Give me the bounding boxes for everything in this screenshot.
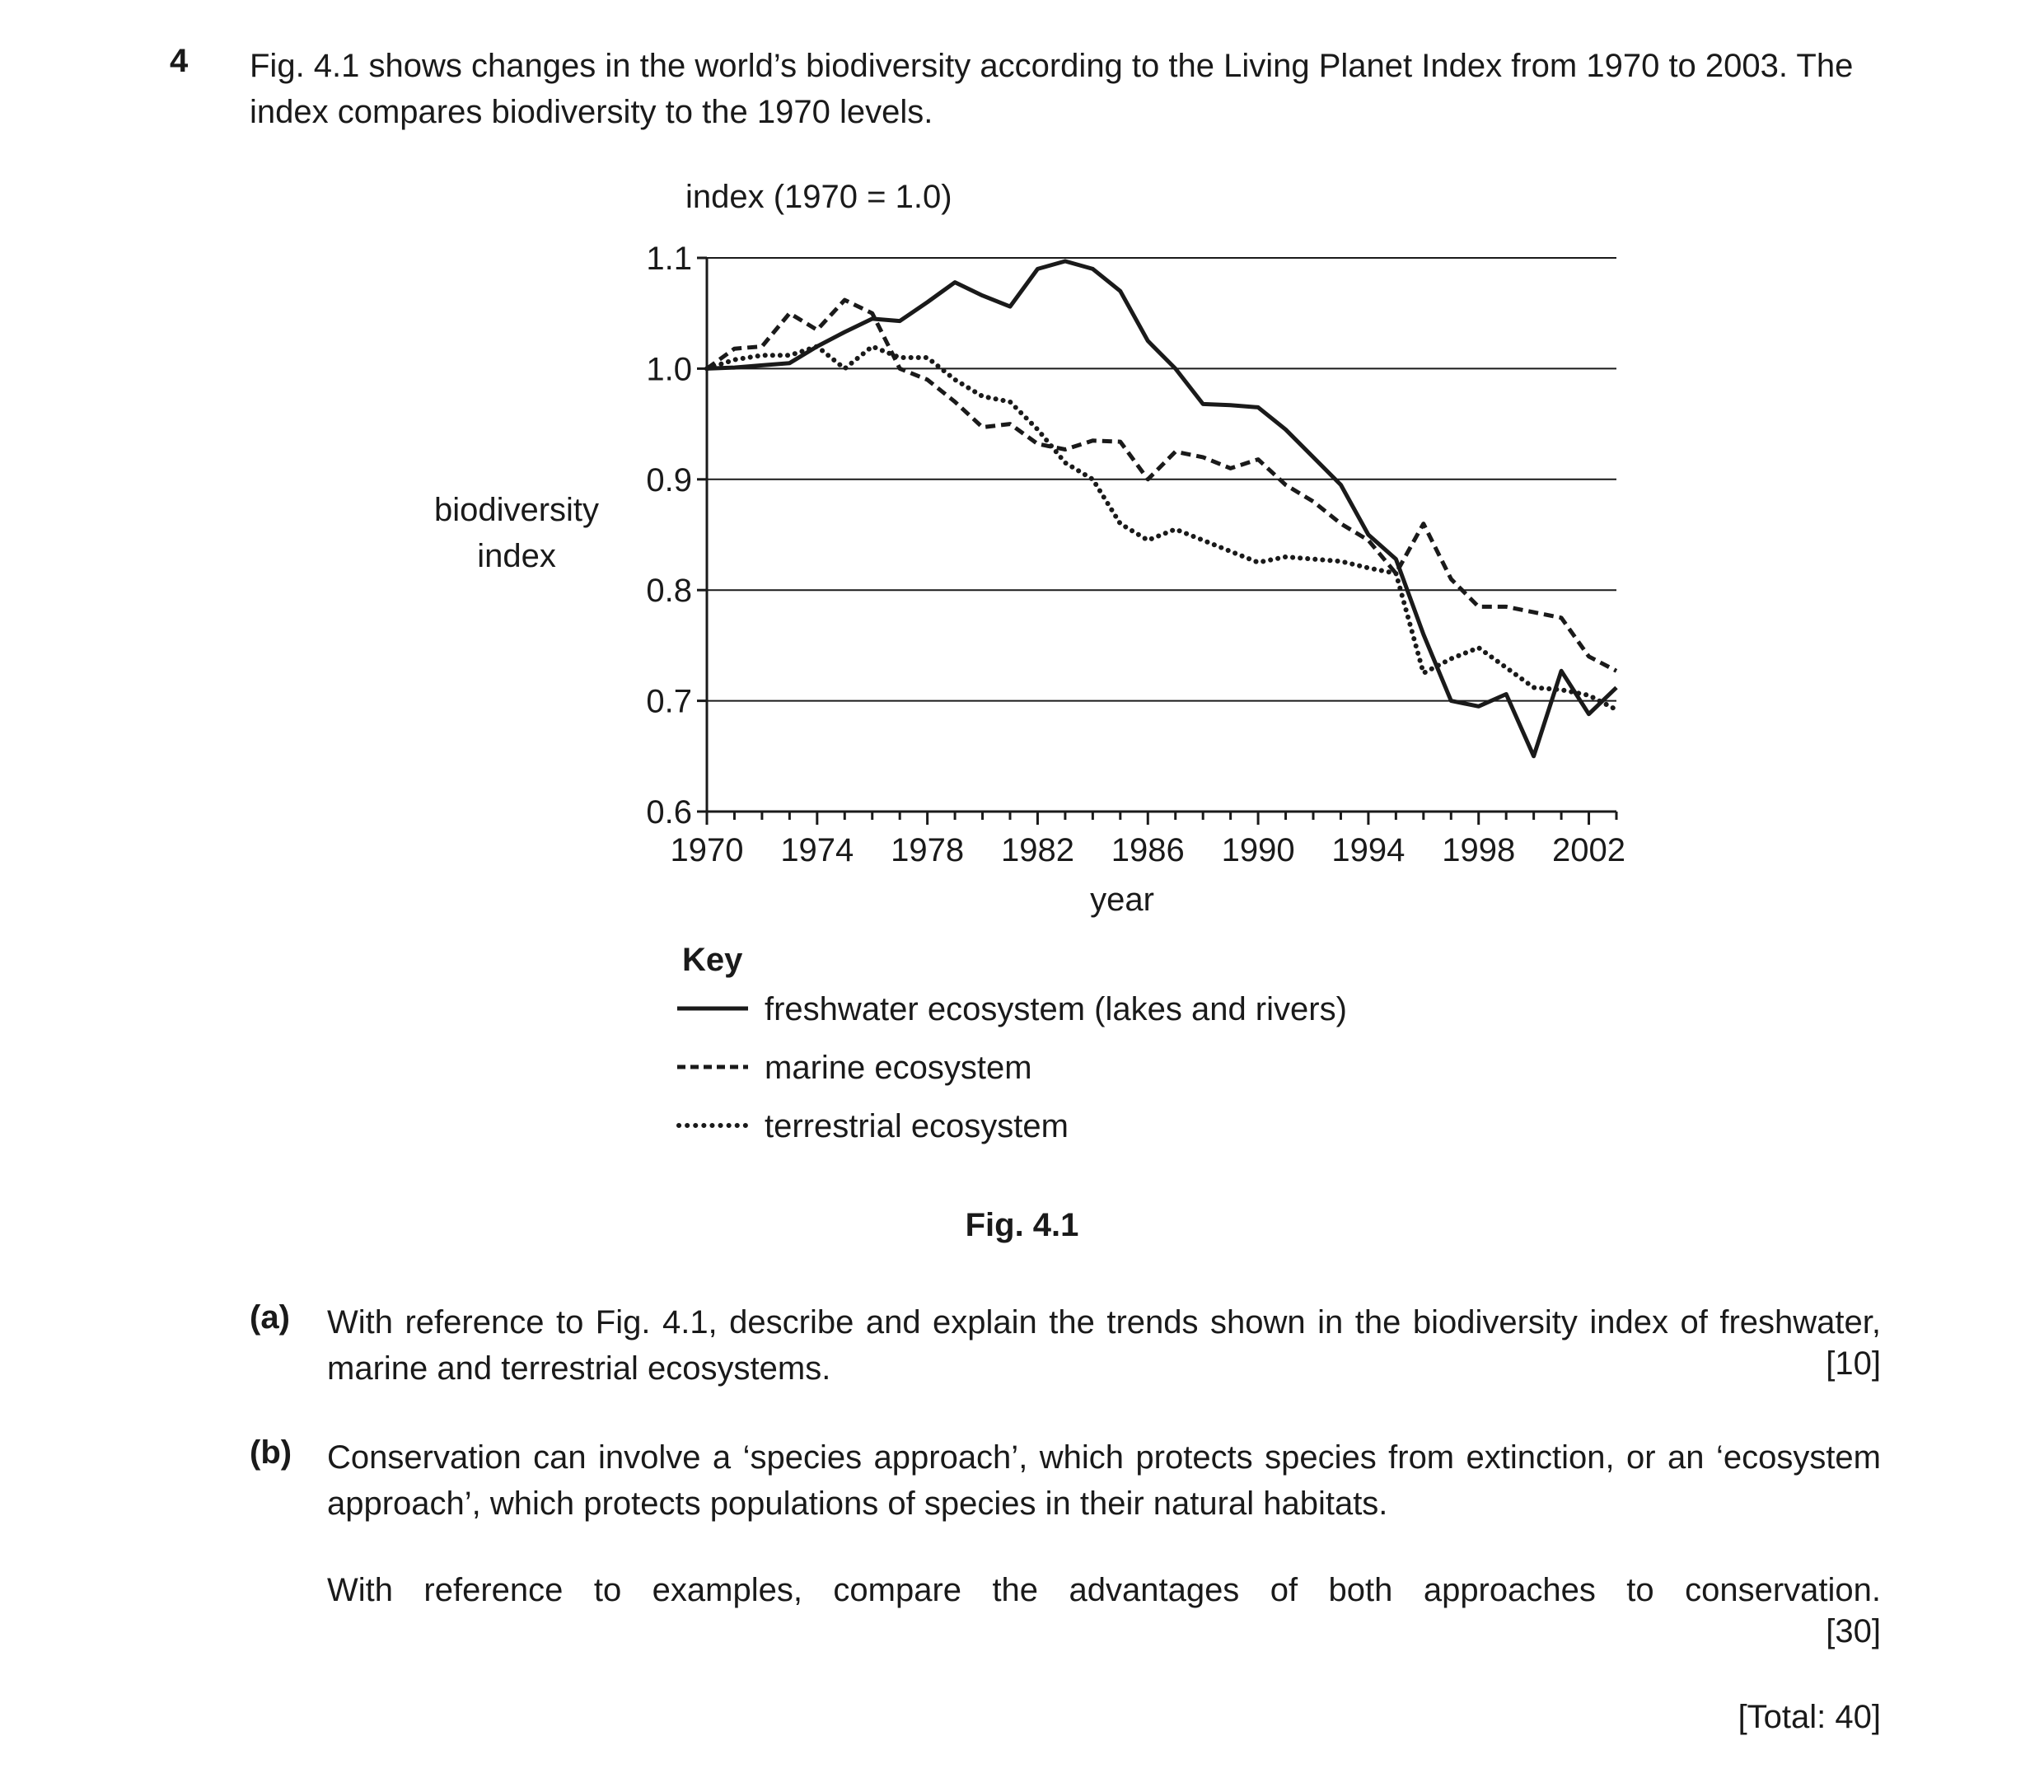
x-tick-label: 1982 bbox=[1000, 832, 1074, 868]
y-tick-label: 0.9 bbox=[646, 461, 692, 498]
series-solid-line bbox=[707, 261, 1616, 756]
part-b-text-1: Conservation can involve a ‘species approach’, which protects species from extinction, or an ‘ecosystem approach’, which protects populations of species in their natural habitats. bbox=[327, 1439, 1881, 1522]
key-label-marine: marine ecosystem bbox=[765, 1050, 1032, 1086]
y-axis-label-line1: biodiversity bbox=[433, 492, 600, 528]
key-label-freshwater: freshwater ecosystem (lakes and rivers) bbox=[765, 991, 1347, 1027]
x-axis-label: year bbox=[1090, 882, 1154, 918]
x-tick-label: 2002 bbox=[1552, 832, 1626, 868]
y-axis-top-label: index (1970 = 1.0) bbox=[685, 179, 952, 215]
y-tick-label: 0.8 bbox=[646, 573, 692, 610]
key-title: Key bbox=[682, 942, 743, 978]
total-marks: [Total: 40] bbox=[1738, 1699, 1881, 1735]
x-tick-label: 1970 bbox=[670, 832, 744, 868]
key-label-terrestrial: terrestrial ecosystem bbox=[765, 1108, 1069, 1144]
part-a-marks: [10] bbox=[1826, 1345, 1881, 1382]
y-tick-label: 1.0 bbox=[646, 351, 692, 388]
y-tick-label: 1.1 bbox=[646, 241, 692, 277]
part-b-text-2: With reference to examples, compare the advantages of both approaches to conservation. bbox=[327, 1572, 1881, 1608]
x-tick-label: 1990 bbox=[1221, 832, 1295, 868]
x-tick-label: 1978 bbox=[891, 832, 965, 868]
x-tick-label: 1998 bbox=[1442, 832, 1516, 868]
part-a-label: (a) bbox=[250, 1299, 290, 1336]
gridlines bbox=[707, 258, 1616, 701]
question-number: 4 bbox=[170, 43, 189, 79]
question-intro: Fig. 4.1 shows changes in the world’s biodiversity according to the Living Planet Index from 1970 to 2003. The index compares biodiversity to the 1970 levels. bbox=[250, 48, 1854, 130]
chart-key bbox=[677, 942, 1347, 1144]
part-b-label: (b) bbox=[250, 1434, 292, 1471]
y-axis-label-line2: index bbox=[477, 538, 556, 574]
y-tick-label: 0.7 bbox=[646, 683, 692, 720]
part-b-marks: [30] bbox=[1826, 1613, 1881, 1649]
figure-caption: Fig. 4.1 bbox=[965, 1207, 1079, 1243]
x-tick-label: 1974 bbox=[780, 832, 854, 868]
x-tick-label: 1994 bbox=[1331, 832, 1406, 868]
data-series bbox=[707, 261, 1616, 756]
part-a-text: With reference to Fig. 4.1, describe and explain the trends shown in the biodiversity index of freshwater, marine and terrestrial ecosystems. bbox=[327, 1304, 1881, 1387]
y-tick-label: 0.6 bbox=[646, 794, 692, 830]
x-tick-label: 1986 bbox=[1111, 832, 1185, 868]
axes bbox=[646, 241, 1625, 868]
series-dotted-line bbox=[707, 347, 1616, 710]
